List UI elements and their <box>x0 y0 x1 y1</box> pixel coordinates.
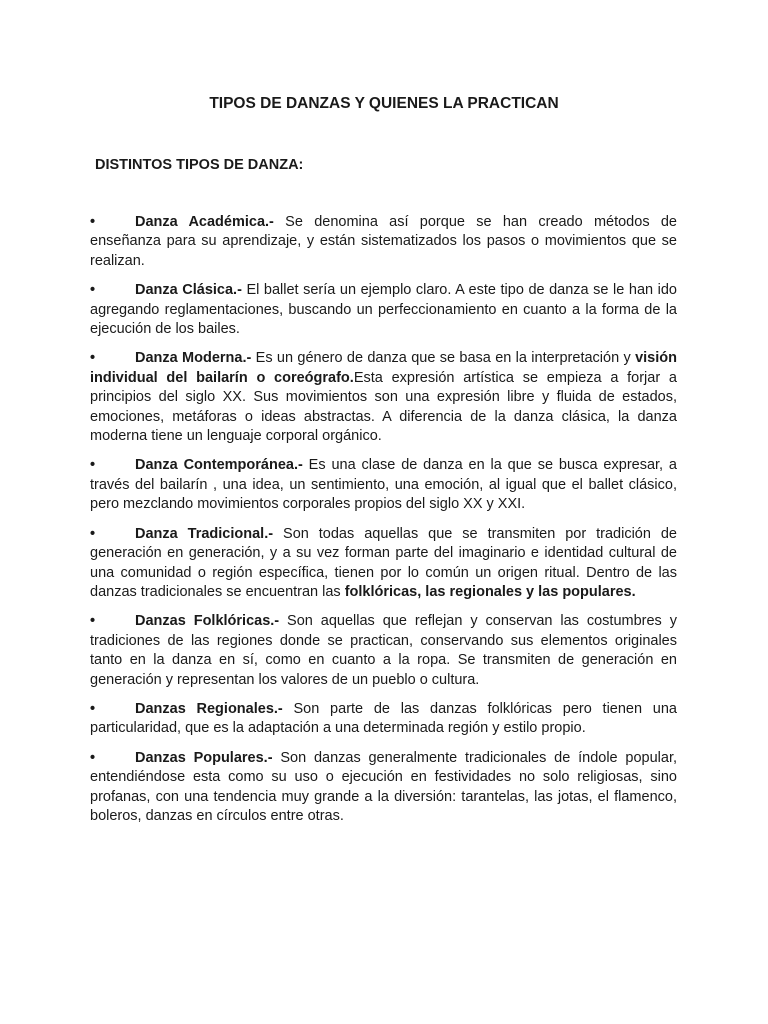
bullet-icon: • <box>90 282 96 299</box>
list-item-danza-moderna <box>90 349 677 446</box>
page-title: TIPOS DE DANZAS Y QUIENES LA PRACTICAN <box>209 95 559 112</box>
item-text: Son todas aquellas que se transmiten por tradición de generación en generación, y a su vez forman parte del imaginario e identidad cultural de una comunidad o región específica, tienen por lo común un origen ritual. Dentro de las danzas tradicionales se encuentran las <box>90 525 677 600</box>
item-term: Danza Tradicional.- <box>135 525 274 542</box>
item-term: Danzas Populares.- <box>135 749 273 766</box>
list-item-danzas-folkloricas <box>90 612 677 690</box>
bullet-icon: • <box>90 700 96 717</box>
item-emphasis: visión individual del bailarín o coreógrafo. <box>90 350 677 386</box>
section-heading: DISTINTOS TIPOS DE DANZA: <box>95 157 304 173</box>
item-term: Danza Contemporánea.- <box>135 457 303 474</box>
list-item-danza-academica <box>90 213 677 271</box>
item-text: Son aquellas que reflejan y conservan las costumbres y tradiciones de las regiones donde se practican, conservando sus elementos originales tanto en la danza en sí, como en cuanto a la ropa. Se transmiten de generación en generación y representan los valores de un pueblo o cultura. <box>90 613 677 688</box>
bullet-icon: • <box>90 525 96 542</box>
bullet-icon: • <box>90 350 96 367</box>
item-term: Danzas Regionales.- <box>135 700 283 717</box>
list-item-danza-contemporanea <box>90 456 677 514</box>
item-text: El ballet sería un ejemplo claro. A este tipo de danza se le han ido agregando reglamentaciones, buscando un perfeccionamiento en cuanto a la forma de la ejecución de los bailes. <box>90 282 677 338</box>
item-text: Son parte de las danzas folklóricas pero tienen una particularidad, que es la adaptación a una determinada región y estilo propio. <box>90 700 678 737</box>
item-text: Se denomina así porque se han creado métodos de enseñanza para su aprendizaje, y están sistematizados los pasos o movimientos que se realizan. <box>90 214 677 269</box>
item-emphasis: folklóricas, las regionales y las populares. <box>344 583 636 600</box>
list-item-danza-tradicional <box>90 525 677 603</box>
bullet-icon: • <box>90 613 96 630</box>
bullet-icon: • <box>90 749 96 766</box>
item-term: Danza Clásica.- <box>135 282 242 299</box>
item-term: Danza Académica.- <box>135 214 274 230</box>
item-term: Danzas Folklóricas.- <box>135 613 280 630</box>
list-item-danzas-populares <box>90 749 677 827</box>
item-text: Es un género de danza que se basa en la interpretación y <box>251 350 636 367</box>
item-text: Son danzas generalmente tradicionales de índole popular, entendiéndose esta como su uso o ejecución en festividades no solo religiosas, sino profanas, con una tendencia muy grande a la diversión: tarantelas, las jotas, el flamenco, boleros, danzas en círculos entre otras. <box>90 749 678 824</box>
dance-types-list <box>90 213 677 836</box>
list-item-danzas-regionales <box>90 700 677 739</box>
item-term: Danza Moderna.- <box>135 350 252 367</box>
item-text: Es una clase de danza en la que se busca expresar, a través del bailarín , una idea, un sentimiento, una emoción, al igual que el ballet clásico, pero mezclando movimientos corporales propios del siglo XX y XXI. <box>90 457 677 513</box>
bullet-icon: • <box>90 214 96 230</box>
list-item-danza-clasica <box>90 281 677 339</box>
item-text-after: Esta expresión artística se empieza a forjar a principios del siglo XX. Sus movimientos son una expresión libre y fluida de estados, emociones, metáforas o ideas abstractas. A diferencia de la danza clásica, la danza moderna tiene un lenguaje corporal orgánico. <box>90 369 677 445</box>
bullet-icon: • <box>90 457 96 474</box>
